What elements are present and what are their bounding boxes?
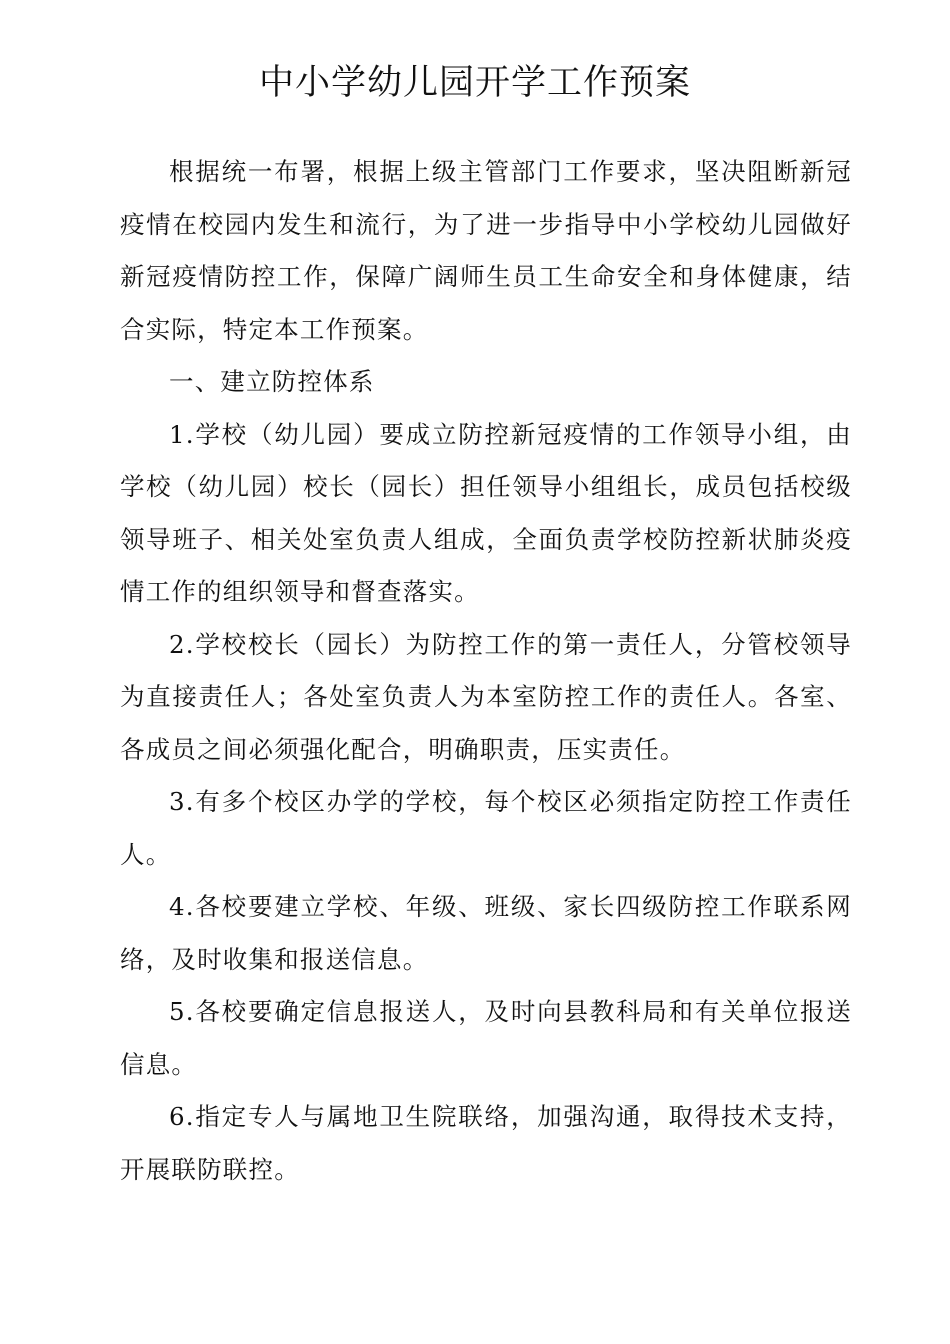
document-body [120, 146, 852, 1196]
list-item: 6.指定专人与属地卫生院联络，加强沟通，取得技术支持，开展联防联控。 [120, 1102, 852, 1184]
list-item: 4.各校要建立学校、年级、班级、家长四级防控工作联系网络，及时收集和报送信息。 [120, 892, 852, 974]
document-title: 中小学幼儿园开学工作预案 [258, 63, 691, 103]
list-item: 2.学校校长（园长）为防控工作的第一责任人，分管校领导为直接责任人；各处室负责人为本室防控工作的责任人。各室、各成员之间必须强化配合，明确职责，压实责任。 [120, 629, 852, 764]
list-item: 1.学校（幼儿园）要成立防控新冠疫情的工作领导小组，由学校（幼儿园）校长（园长）担任领导小组组长，成员包括校级领导班子、相关处室负责人组成，全面负责学校防控新状肺炎疫情工作的组织领导和督查落实。 [120, 419, 852, 606]
list-item: 3.有多个校区办学的学校，每个校区必须指定防控工作责任人。 [120, 787, 852, 869]
list-item: 5.各校要确定信息报送人，及时向县教科局和有关单位报送信息。 [120, 997, 852, 1079]
section-heading: 一、建立防控体系 [169, 367, 375, 396]
intro-paragraph: 根据统一布署，根据上级主管部门工作要求，坚决阻断新冠疫情在校园内发生和流行，为了进一步指导中小学校幼儿园做好新冠疫情防控工作，保障广阔师生员工生命安全和身体健康，结合实际，特定本工作预案。 [120, 157, 852, 344]
